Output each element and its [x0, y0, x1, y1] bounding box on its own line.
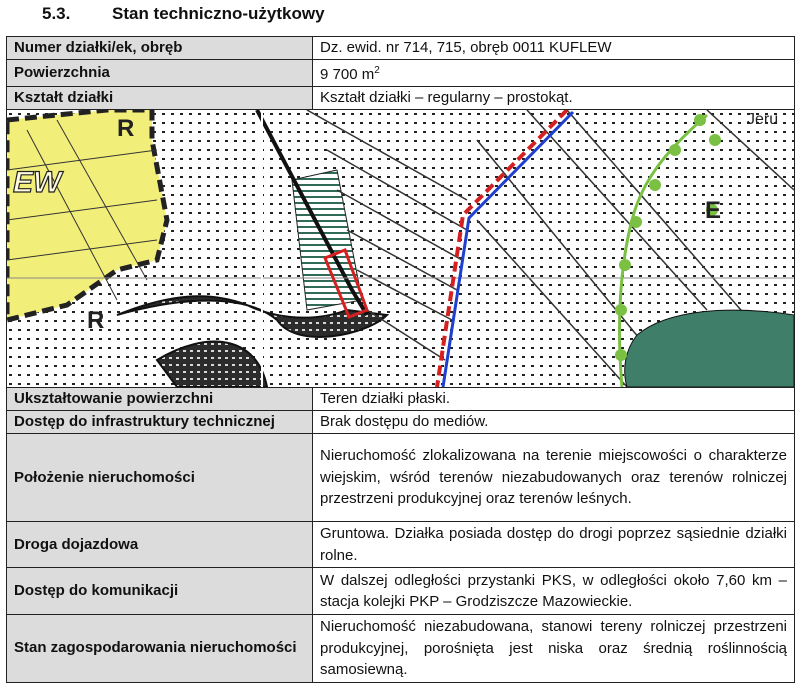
table-row [7, 60, 795, 87]
map-label-r-top: R [117, 115, 135, 142]
row-value: Gruntowa. Działka posiada dostęp do drogi poprzez sąsiednie działki rolne. [313, 522, 795, 568]
row-value: W dalszej odległości przystanki PKS, w odległości około 7,60 km – stacja kolejki PKP – Grodziszcze Mazowieckie. [313, 568, 795, 615]
map-label-e: E [705, 197, 722, 224]
map-label-r-bottom: R [87, 307, 105, 334]
table-row [7, 615, 795, 683]
table-row [7, 388, 795, 411]
row-label: Powierzchnia [7, 60, 313, 87]
map-cell [7, 110, 795, 388]
row-label: Stan zagospodarowania nieruchomości [7, 615, 313, 683]
map-label-ew: EW [13, 166, 62, 199]
table-row [7, 87, 795, 110]
row-value: Nieruchomość niezabudowana, stanowi tereny rolniczej przestrzeni produkcyjnej, porośnięta jest niska oraz średnią roślinnością samosiewną. [313, 615, 795, 683]
row-label: Położenie nieruchomości [7, 434, 313, 522]
section-number: 5.3. [42, 4, 71, 23]
row-value: Teren działki płaski. [313, 388, 795, 411]
area-value: 9 700 m [320, 66, 375, 83]
row-label: Ukształtowanie powierzchni [7, 388, 313, 411]
table-row [7, 411, 795, 434]
section-title: Stan techniczno-użytkowy [112, 4, 325, 23]
row-label: Numer działki/ek, obręb [7, 37, 313, 60]
row-value: Nieruchomość zlokalizowana na terenie miejscowości o charakterze wiejskim, wśród terenów niezabudowanych oraz terenów rolniczej przestrzeni produkcyjnej oraz terenów leśnych. [313, 434, 795, 522]
row-label: Kształt działki [7, 87, 313, 110]
section-heading [0, 0, 800, 36]
row-label: Droga dojazdowa [7, 522, 313, 568]
row-label: Dostęp do komunikacji [7, 568, 313, 615]
map-label-jeru: Jeru [747, 111, 779, 128]
map-row [7, 110, 795, 388]
row-label: Dostęp do infrastruktury technicznej [7, 411, 313, 434]
area-unit-exponent: 2 [374, 65, 380, 76]
table-row [7, 522, 795, 568]
table-row [7, 434, 795, 522]
row-value: Dz. ewid. nr 714, 715, obręb 0011 KUFLEW [313, 37, 795, 60]
row-value [313, 60, 795, 87]
row-value: Brak dostępu do mediów. [313, 411, 795, 434]
property-table [6, 36, 795, 683]
row-value: Kształt działki – regularny – prostokąt. [313, 87, 795, 110]
table-row [7, 37, 795, 60]
table-row [7, 568, 795, 615]
zoning-map [7, 110, 794, 387]
